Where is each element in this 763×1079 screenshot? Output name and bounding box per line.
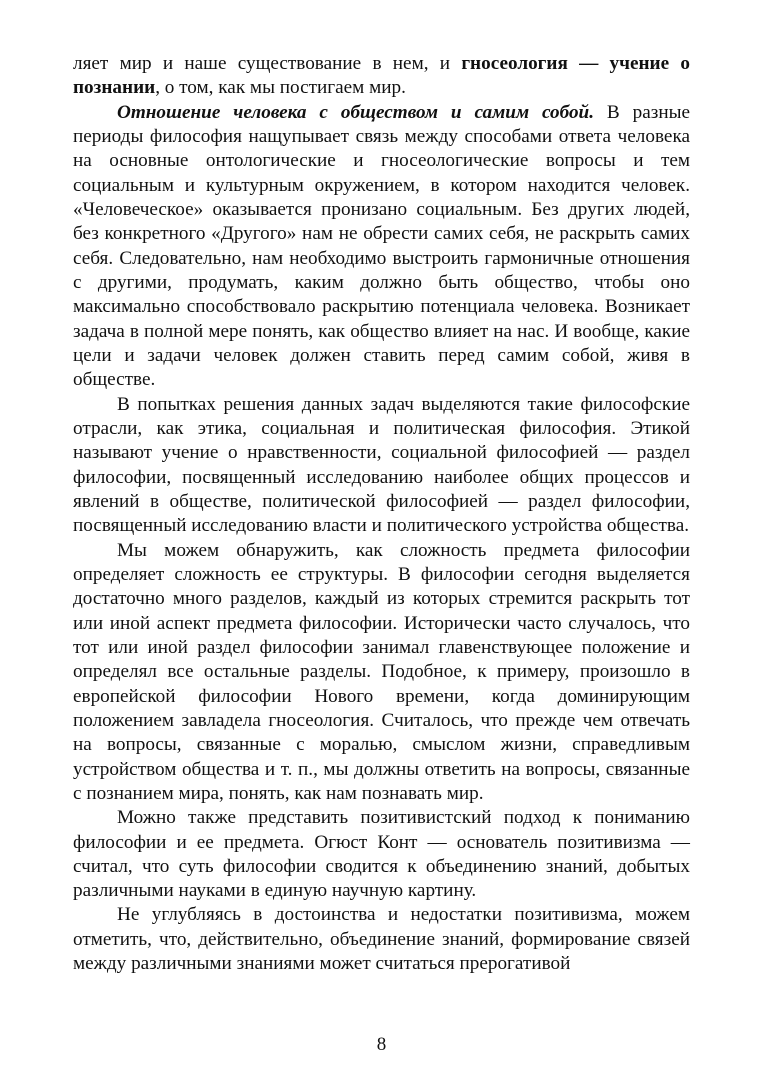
text-run: В попытках решения данных задач выделяются такие философские отрасли, как этика, социальная и политическая философия. Этикой называют учение о нравственности, социальной философией — раздел философии, посвященный исследованию наиболее общих процессов и явлений в обществе, политической философией — раздел философии, посвященный исследованию власти и политического устройства общества. bbox=[73, 393, 690, 537]
text-run: ляет мир и наше существование в нем, и bbox=[73, 53, 462, 74]
text-run: Можно также представить позитивистский подход к пониманию философии и ее предмета. Огюст Конт — основатель позитивизма — считал, что суть философии сводится к объединению знаний, добытых различными науками в единую научную картину. bbox=[73, 807, 690, 902]
body-text bbox=[73, 52, 690, 976]
page-number: 8 bbox=[376, 1034, 387, 1055]
emphasized-text: Отношение человека с обществом и самим собой. bbox=[117, 101, 595, 123]
text-run: Не углубляясь в достоинства и недостатки позитивизма, можем отметить, что, действительно, объединение знаний, формирование связей между различными знаниями может считаться прерогативой bbox=[73, 904, 690, 975]
paragraph bbox=[73, 101, 690, 393]
paragraph bbox=[73, 393, 690, 539]
emphasized-text: гносеология — учение о познании bbox=[73, 53, 690, 99]
paragraph bbox=[73, 52, 690, 101]
text-run: , о том, как мы постигаем мир. bbox=[155, 77, 406, 99]
paragraph bbox=[73, 539, 690, 807]
text-run: В разные периоды философия нащупывает связь между способами ответа человека на основные онтологические и гносеологические вопросы и тем социальным и культурным окружением, в котором находится человек. «Человеческое» оказывается пронизано социальным. Без других людей, без конкретного «Другого» нам не обрести самих себя, не раскрыть самих себя. Следовательно, нам необходимо выстроить гармоничные отношения с другими, продумать, каким должно быть общество, чтобы оно максимально способствовало раскрытию потенциала человека. Возникает задача в полной мере понять, как общество влияет на нас. И вообще, какие цели и задачи человек должен ставить перед самим собой, живя в обществе. bbox=[73, 101, 690, 391]
paragraph bbox=[73, 903, 690, 976]
text-run: Мы можем обнаружить, как сложность предмета философии определяет сложность ее структуры. В философии сегодня выделяется достаточно много разделов, каждый из которых стремится раскрыть тот или иной аспект предмета философии. Исторически часто случалось, что тот или иной раздел философии занимал главенствующее положение и определял все остальные разделы. Подобное, к примеру, произошло в европейской философии Нового времени, когда доминирующим положением завладела гносеология. Считалось, что прежде чем отвечать на вопросы, связанные с моралью, смыслом жизни, справедливым устройством общества и т. п., мы должны ответить на вопросы, связанные с познанием мира, понять, как нам познавать мир. bbox=[73, 539, 690, 804]
paragraph bbox=[73, 806, 690, 903]
